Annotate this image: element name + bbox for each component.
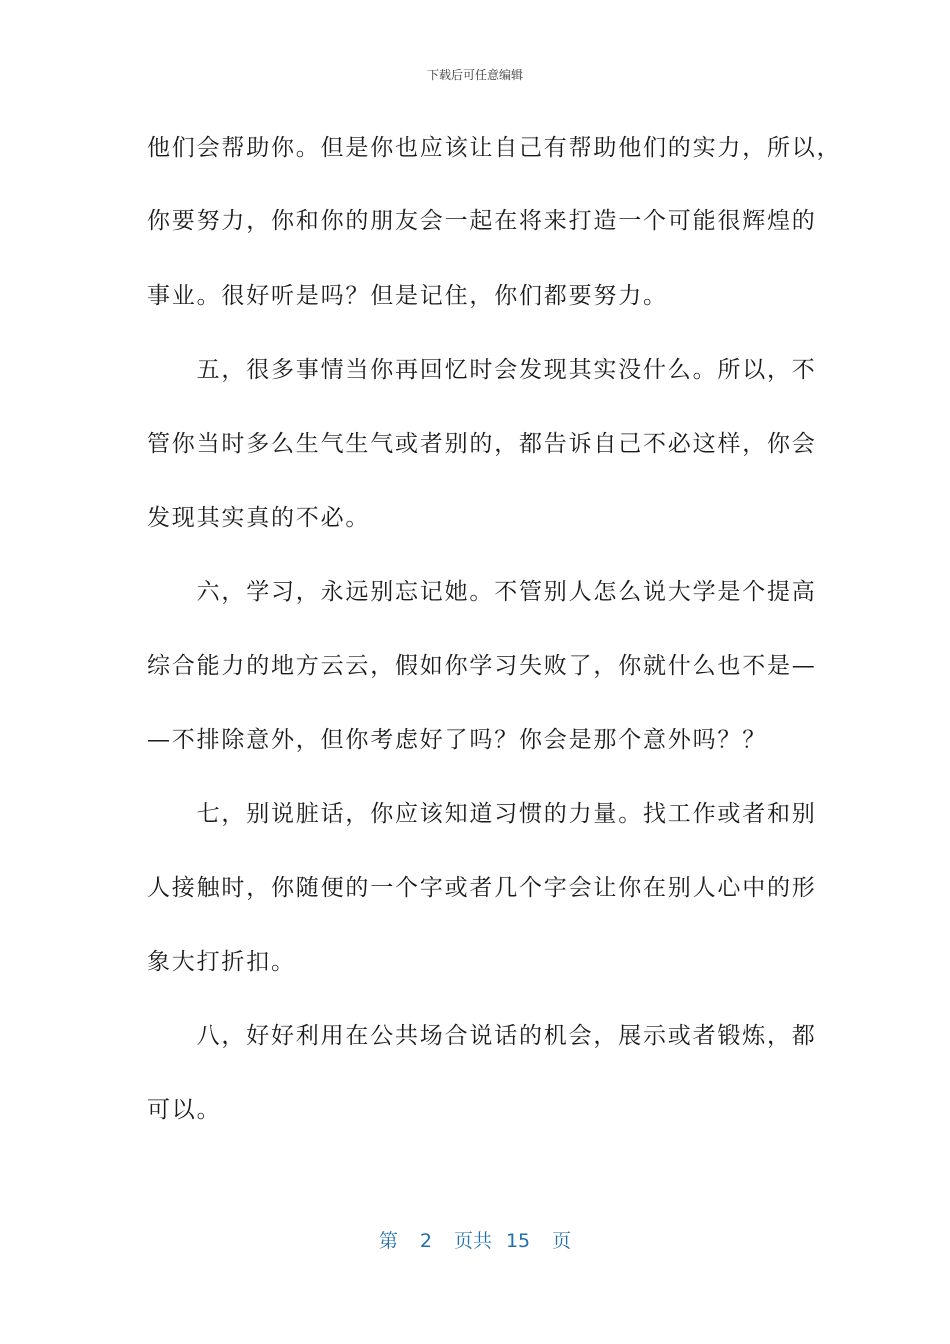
text-line: 发现其实真的不必。 (147, 505, 371, 531)
page-mid: 页共 (453, 1230, 492, 1252)
text-line: 七，别说脏话，你应该知道习惯的力量。找工作或者和别 (147, 801, 817, 827)
page-number: 2 (419, 1230, 432, 1252)
page-total: 15 (505, 1230, 531, 1252)
text-line: 事业。很好听是吗？但是记住，你们都要努力。 (147, 283, 668, 309)
text-line: 他们会帮助你。但是你也应该让自己有帮助他们的实力，所以， (147, 135, 842, 161)
text-line: 八，好好利用在公共场合说话的机会，展示或者锻炼，都 (147, 1023, 817, 1049)
page-prefix: 第 (378, 1230, 398, 1252)
text-line: 六，学习，永远别忘记她。不管别人怎么说大学是个提高 (147, 579, 817, 605)
text-line: 可以。 (147, 1097, 222, 1123)
page-footer (0, 1226, 950, 1253)
text-line: 五，很多事情当你再回忆时会发现其实没什么。所以，不 (147, 357, 817, 383)
page-suffix: 页 (552, 1230, 572, 1252)
page-header: 下载后可任意编辑 (426, 68, 523, 82)
text-line: 象大打折扣。 (147, 949, 296, 975)
text-line: 你要努力，你和你的朋友会一起在将来打造一个可能很辉煌的 (147, 208, 817, 234)
text-line: —不排除意外，但你考虑好了吗？你会是那个意外吗？？ (147, 727, 767, 753)
text-line: 人接触时，你随便的一个字或者几个字会让你在别人心中的形 (147, 875, 817, 901)
text-line: 管你当时多么生气生气或者别的，都告诉自己不必这样，你会 (147, 431, 817, 457)
text-line: 综合能力的地方云云，假如你学习失败了，你就什么也不是— (147, 653, 817, 679)
